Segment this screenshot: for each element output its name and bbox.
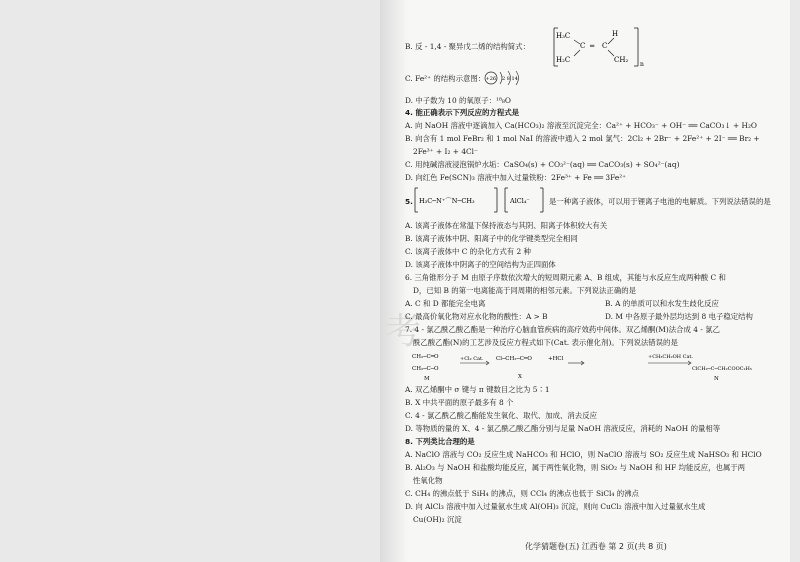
polymer-h: H [612,30,619,38]
m-label: M [424,376,430,382]
fe-nucleus-charge: +26 [485,76,497,82]
q4-option-c: C. 用纯碱溶液浸泡锅炉水垢：CaSO₄(s) + CO₃²⁻(aq) ══ CaCO₃(s) + SO₄²⁻(aq) [405,160,680,169]
q6-option-d: D. M 中各原子最外层均达到 8 电子稳定结构 [605,312,753,321]
option-b-polymer: B. 反 - 1,4 - 聚异戊二烯的结构简式： [405,42,530,51]
polymer-structure-figure [552,26,647,70]
polymer-double-bond: ═ [590,42,595,50]
q8-option-a: A. NaClO 溶液与 CO₂ 反应生成 NaHCO₃ 和 HClO，则 NaClO 溶液与 SO₂ 反应生成 NaHSO₃ 和 HClO [405,450,762,459]
q7-option-b: B. X 中共平面的原子最多有 8 个 [405,398,514,407]
fe-shell-electrons: 2 8 14 [502,76,518,82]
x-formula: Cl─CH₂─C═O [496,356,532,362]
q7-option-d: D. 等物质的量的 X、4 - 氯乙酰乙酸乙酯分别与足量 NaOH 溶液反应，消耗的 NaOH 的量相等 [405,424,721,433]
q6-option-c: C. 最高价氧化物对应水化物的酸性：A > B [405,312,548,321]
q6-option-b: B. A 的单质可以和水发生歧化反应 [605,299,719,308]
watermark-text: 考 [385,311,422,352]
polymer-c-left: C [580,42,586,50]
question-6-stem-line1 [405,273,726,282]
question-6-stem-line2: D，已知 B 的第一电离能高于同周期的相邻元素。下列说法正确的是 [413,286,636,295]
page-footer: 化学猜题卷(五) 江西卷 第 2 页(共 8 页) [525,542,667,551]
q7-option-c: C. 4 - 氯乙酰乙酸乙酯能发生氧化、取代、加成、消去反应 [405,411,597,420]
polymer-ch2-right: CH₂ [614,56,629,64]
ethanol-cat-label: +CH₃CH₂OH Cat. [648,354,694,360]
q5-option-b: B. 该离子液体中阴、阳离子中的化学键类型完全相同 [405,234,578,243]
q8-option-b-line1: B. Al₂O₃ 与 NaOH 和盐酸均能反应，属于两性氧化物，则 SiO₂ 与 NaOH 和 HF 均能反应，也属于两 [405,463,746,472]
anion-formula: AlCl₄⁻ [510,197,530,205]
hcl-label: +HCl [548,356,564,362]
q5-option-c: C. 该离子液体中 C 的杂化方式有 2 种 [405,247,531,256]
page-gutter-shadow [380,0,408,562]
q5-option-a: A. 该离子液体在常温下保持液态与其阴、阳离子体积较大有关 [405,221,608,230]
question-5-number: 5. [405,197,413,206]
n-label: N [714,376,719,382]
question-7-stem-line2: 酰乙酸乙酯(N)的工艺涉及反应方程式如下(Cat. 表示催化剂)。下列说法错误的是 [413,338,678,347]
polymer-n: n [640,61,644,68]
option-c-fe: C. Fe²⁺ 的结构示意图： [405,74,486,83]
n-formula: ClCH₂─C─CH₂COOC₂H₅ [692,366,752,372]
q4-option-d: D. 向红色 Fe(SCN)₃ 溶液中加入过量铁粉：2Fe³⁺ + Fe ══ 3Fe²⁺ [405,173,627,182]
q8-option-d-line1: D. 向 AlCl₃ 溶液中加入过量氨水生成 Al(OH)₃ 沉淀，则向 CuCl₂ 溶液中加入过量氨水生成 [405,502,706,511]
question-4-text: 4. 能正确表示下列反应的方程式是 [405,108,519,117]
option-d-oxygen: D. 中子数为 10 的氧原子：¹⁸₈O [405,96,511,105]
ionic-liquid-structure [413,186,548,214]
q8-option-c: C. CH₄ 的沸点低于 SiH₄ 的沸点，则 CCl₄ 的沸点也低于 SiCl₄ 的沸点 [405,489,639,498]
polymer-ch2-left: H₃C [556,32,571,40]
m-formula-top: CH₂─C═O [412,354,439,360]
question-8-text: 8. 下列类比合理的是 [405,437,475,446]
q4-option-b-line2: 2Fe³⁺ + I₂ + 4Cl⁻ [413,147,478,156]
q4-option-a: A. 向 NaOH 溶液中逐滴加入 Ca(HCO₃)₂ 溶液至沉淀完全：Ca²⁺ + HCO₃⁻ + OH⁻ ══ CaCO₃↓ + H₂O [405,121,757,130]
question-6-text-1: 6. 三角锥形分子 M 由原子序数依次增大的短周期元素 A、B 组成，其能与水反应生成两种酸 C 和 [405,273,726,282]
polymer-c-right: C [602,42,608,50]
question-5-stem: 是一种离子液体，可以用于锂离子电池的电解质。下列说法错误的是 [549,197,771,206]
m-formula-bottom: CH₂─C─O [412,366,439,372]
question-8-stem [405,437,475,446]
q5-option-d: D. 该离子液体中阴离子的空间结构为正四面体 [405,260,556,269]
x-label: X [518,374,522,380]
q4-option-b-line1: B. 向含有 1 mol FeBr₂ 和 1 mol NaI 的溶液中通入 2 mol 氯气：2Cl₂ + 2Br⁻ + 2Fe²⁺ + 2I⁻ ══ Br₂ + [405,134,760,143]
question-7-stem-line1: 7. 4 - 氯乙酰乙酸乙酯是一种治疗心脑血管疾病的高疗效药中间体。双乙烯酮(M)法合成 4 - 氯乙 [405,325,720,334]
q8-option-b-line2: 性氧化物 [413,476,443,485]
cation-formula: H₃C─N⁺⌒N─CH₃ [419,197,475,205]
reaction-scheme [408,348,768,384]
cl2-cat-label: +Cl₂ Cat. [460,356,484,362]
question-4-stem [405,108,519,117]
polymer-h2c-left: H₂C [556,56,571,64]
q6-option-a: A. C 和 D 都能完全电离 [405,299,486,308]
fe-ion-shell-diagram [482,70,532,86]
q8-option-d-line2: Cu(OH)₂ 沉淀 [413,515,462,524]
q7-option-a: A. 双乙烯酮中 σ 键与 π 键数目之比为 5∶1 [405,385,550,394]
